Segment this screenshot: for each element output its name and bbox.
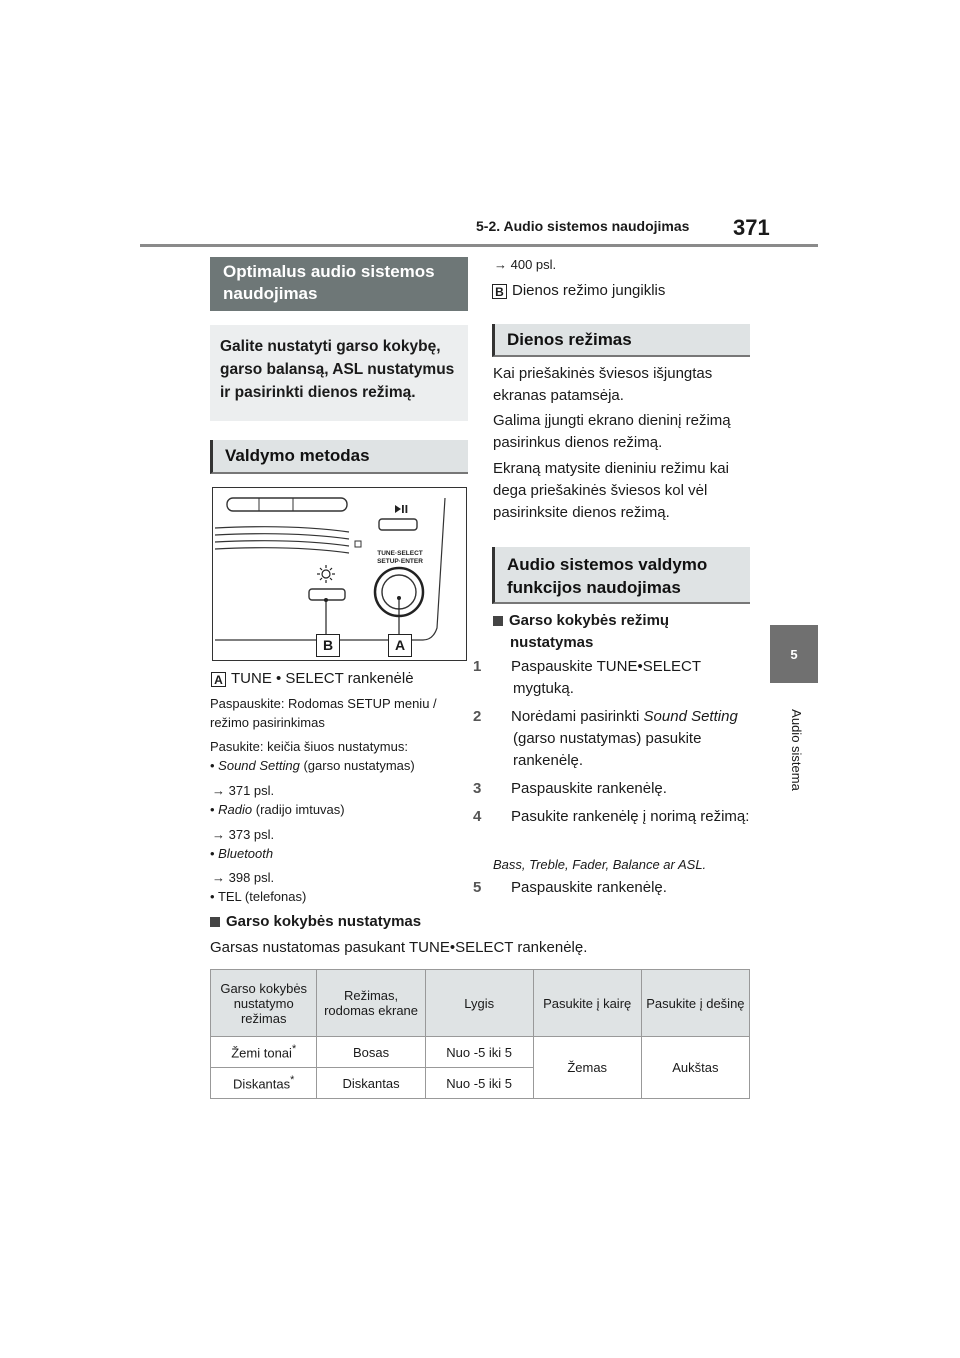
th-display: Režimas, rodomas ekrane [317, 970, 425, 1037]
cell-left-value: Žemas [533, 1037, 641, 1099]
item-b-text: Dienos režimo jungiklis [512, 282, 666, 299]
intro-box: Galite nustatyti garso kokybę, garso balansą, ASL nustatymus ir pasirinkti dienos režimą. [210, 325, 468, 421]
callout-b: B [316, 634, 340, 657]
quality-heading [210, 911, 421, 933]
control-method-heading: Valdymo metodas [210, 440, 468, 474]
option-sound-name: Sound Setting [218, 758, 300, 773]
cell-display: Bosas [317, 1037, 425, 1068]
day-para-1: Kai priešakinės šviesos išjungtas ekranas patamsėja. [493, 365, 713, 404]
cell-level: Nuo -5 iki 5 [425, 1068, 533, 1099]
step-2: 2 Norėdami pasirinkti Sound Setting (garso nustatymas) pasukite rankenėlę. [473, 708, 738, 769]
square-bullet-2 [210, 917, 220, 927]
svg-text:TUNE·SELECT: TUNE·SELECT [377, 550, 423, 557]
chapter-tab: 5 [770, 625, 818, 683]
option-radio-name: Radio [218, 802, 253, 817]
header-rule [140, 244, 818, 247]
day-para-3: Ekraną matysite dieniniu režimu kai dega priešakinės šviesos kol vėl pasirinksite dienos režimą. [493, 460, 729, 521]
item-a-line [211, 668, 469, 690]
option-bluetooth: • Bluetooth [210, 846, 274, 861]
th-mode: Garso kokybės nustatymo režimas [211, 970, 317, 1037]
option-radio-desc: (radijo imtuvas) [252, 802, 345, 817]
option-tel: • TEL (telefonas) [210, 889, 307, 904]
option-bluetooth-ref: → 398 psl. [212, 870, 275, 885]
callout-a: A [388, 634, 412, 657]
item-b-line [492, 280, 750, 302]
option-tel-name: TEL (telefonas) [217, 889, 307, 904]
step-3: 3 Paspauskite rankenėlę. [473, 780, 667, 797]
cell-level: Nuo -5 iki 5 [425, 1037, 533, 1068]
quality-desc: Garsas nustatomas pasukant TUNE•SELECT rankenėlę. [210, 939, 588, 956]
turn-text: Pasukite: keičia šiuos nustatymus: [210, 739, 408, 754]
square-bullet [493, 616, 503, 626]
quality-table [210, 969, 750, 1099]
th-left: Pasukite į kairę [533, 970, 641, 1037]
table-row [211, 1037, 750, 1068]
step-1: 1 Paspauskite TUNE•SELECT mygtuką. [473, 658, 701, 697]
th-level: Lygis [425, 970, 533, 1037]
option-radio: • Radio (radijo imtuvas) [210, 802, 345, 817]
day-para-2: Galima įjungti ekrano dieninį režimą pasirinkus dienos režimą. [493, 412, 731, 451]
quality-mode-title: Garso kokybės režimų nustatymas [509, 612, 670, 651]
ref-400: → 400 psl. [494, 257, 557, 272]
letter-a-box: A [211, 672, 226, 687]
step-4: 4 Pasukite rankenėlę į norimą režimą: [473, 808, 750, 825]
audio-panel-figure [212, 487, 467, 661]
th-right: Pasukite į dešinę [641, 970, 749, 1037]
page-number: 371 [733, 215, 770, 240]
cell-display: Diskantas [317, 1068, 425, 1099]
option-sound-ref: → 371 psl. [212, 783, 275, 798]
item-a-text: TUNE • SELECT rankenėlė [231, 670, 414, 687]
quality-title: Garso kokybės nustatymas [226, 913, 422, 930]
svg-text:SETUP·ENTER: SETUP·ENTER [377, 558, 423, 565]
press-text: Paspauskite: Rodomas SETUP meniu / režimo pasirinkimas [210, 696, 437, 730]
modes-line: Bass, Treble, Fader, Balance ar ASL. [493, 857, 707, 872]
functions-heading: Audio sistemos valdymo funkcijos naudojimas [492, 547, 750, 604]
optimal-use-heading: Optimalus audio sistemos naudojimas [210, 257, 468, 311]
quality-mode-heading [493, 610, 751, 654]
option-sound-desc: (garso nustatymas) [299, 758, 415, 773]
option-radio-ref: → 373 psl. [212, 827, 275, 842]
section-title: 5-2. Audio sistemos naudojimas [476, 218, 690, 234]
chapter-label: Audio sistema [789, 709, 804, 791]
cell-mode: Diskantas* [211, 1068, 317, 1099]
option-sound: • Sound Setting (garso nustatymas) [210, 758, 415, 773]
cell-right-value: Aukštas [641, 1037, 749, 1099]
day-mode-heading: Dienos režimas [492, 324, 750, 357]
step-5: 5 Paspauskite rankenėlę. [473, 879, 667, 896]
option-bluetooth-name: Bluetooth [218, 846, 274, 861]
cell-mode: Žemi tonai* [211, 1037, 317, 1068]
letter-b-box: B [492, 284, 507, 299]
